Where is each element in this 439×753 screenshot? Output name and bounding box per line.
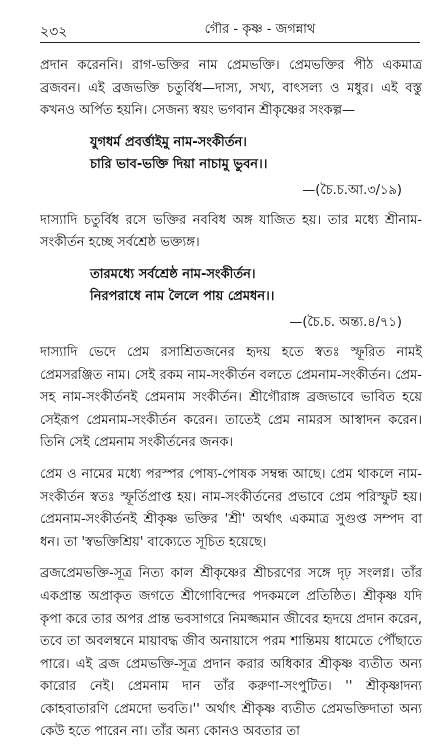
- paragraph-3: দাস্যাদি ভেদে প্রেম রসাশ্রিতজনের হৃদয় হতে স্বতঃ স্ফূরিত নামই প্রেমসরঞ্জিত নাম। সেই রকম নাম-সংকীর্তন বলতে প্রেমনাম-সংকীর্তন। প্রেম-সহ নাম-সংকীর্তনই প্রেমনাম সংকীর্তন। শ্রীগৌরাঙ্গ ব্রজভাবে ভাবিত হয়ে সেইরূপ প্রেমনাম-সংকীর্তন করেন। তাতেই প্রেম নামরস আস্বাদন করেন। তিনি সেই প্রেমনাম সংকীর্তনের জনক।: [40, 344, 422, 451]
- paragraph-1: প্রদান করেননি। রাগ-ভক্তির নাম প্রেমভক্তি। প্রেমভক্তির পীঠ একমাত্র ব্রজবন। এই ব্রজভক্তি চতুর্বিধ—দাস্য, সখ্য, বাৎসল্য ও মধুর। এই বস্তু কখনও অর্পিত হয়নি। সেজন্য স্বয়ং ভগবান শ্রীকৃষ্ণের সংকল্প—: [40, 58, 422, 119]
- paragraph-4: প্রেম ও নামের মধ্যে পরস্পর পোষ্য-পোষক সম্বন্ধ আছে। প্রেম থাকলে নাম-সংকীর্তন স্বতঃ স্ফূর্তিপ্রাপ্ত হয়। নাম-সংকীর্তনের প্রভাবে প্রেম পরিস্ফুট হয়। প্রেমনাম-সংকীর্তনই শ্রীকৃষ্ণ ভক্তির 'শ্রী' অর্থাৎ একমাত্র সুগুপ্ত সম্পদ বা ধন। তা 'স্বভক্তিশ্রিয়' বাক্যেতে সূচিত হয়েছে।: [40, 466, 422, 550]
- paragraph-5: ব্রজপ্রেমভক্তি-সূত্র নিত্য কাল শ্রীকৃষ্ণের শ্রীচরণের সঙ্গে দৃঢ় সংলগ্ন। তাঁর একপ্রান্ত অপ্রাকৃত জগতে শ্রীগোবিন্দের পদকমলে প্রতিষ্ঠিত। শ্রীকৃষ্ণ যদি কৃপা করে তার অপর প্রান্ত ভবসাগরে নিমজ্জমান জীবের হৃদয়ে প্রদান করেন, তবে তা অবলম্বনে মায়াবদ্ধ জীব অনায়াসে পরম শান্তিময় ধামেতে পৌঁছাতে পারে। এই ব্রজ প্রেমভক্তি-সূত্র প্রদান করার অধিকার শ্রীকৃষ্ণ ব্যতীত অন্য কারোর নেই। প্রেমনাম দান তাঁর করুণা-সংপুটিত। '' শ্রীকৃষ্ণাদন্য কোহবাতারণি প্রেমদো ভবতি।'' অর্থাৎ শ্রীকৃষ্ণ ব্যতীত প্রেমভক্তিদাতা অন্য কেউ হতে পারেন না। তাঁর অন্য কোনও অবতার তা: [40, 566, 422, 740]
- running-title: গৌর - কৃষ্ণ - জগন্নাথ: [204, 22, 316, 37]
- verse-2-line-2: নিরপরাধে নাম লৈলে পায় প্রেমধন।।: [90, 288, 275, 304]
- verse-2-line-1: তারমধ্যে সর্বশ্রেষ্ঠ নাম-সংকীর্তন।: [90, 266, 256, 282]
- verse-1: [90, 132, 422, 176]
- paragraph-2: দাস্যাদি চতুর্বিধ রসে ভক্তির নববিধ অঙ্গ যাজিত হয়। তার মধ্যে শ্রীনাম-সংকীর্তন হচ্ছে সর্বশ্রেষ্ঠ ভক্ত্যঙ্গ।: [40, 212, 422, 251]
- verse-2: [90, 264, 422, 308]
- verse-1-line-2: চারি ভাব-ভক্তি দিয়া নাচামু ভুবন।।: [90, 156, 268, 172]
- header-rule: [40, 42, 420, 43]
- page-number: ২৩২: [40, 24, 68, 40]
- page-body: [40, 55, 422, 753]
- verse-2-reference: —(চৈ.চ. অন্ত্য.৪/৭১): [289, 314, 402, 330]
- verse-1-line-1: যুগধর্ম প্রবর্ত্তাইমু নাম-সংকীর্তন।: [90, 134, 247, 150]
- page-header: [40, 18, 420, 40]
- verse-1-reference: —(চৈ.চ.আ.৩/১৯): [302, 182, 402, 198]
